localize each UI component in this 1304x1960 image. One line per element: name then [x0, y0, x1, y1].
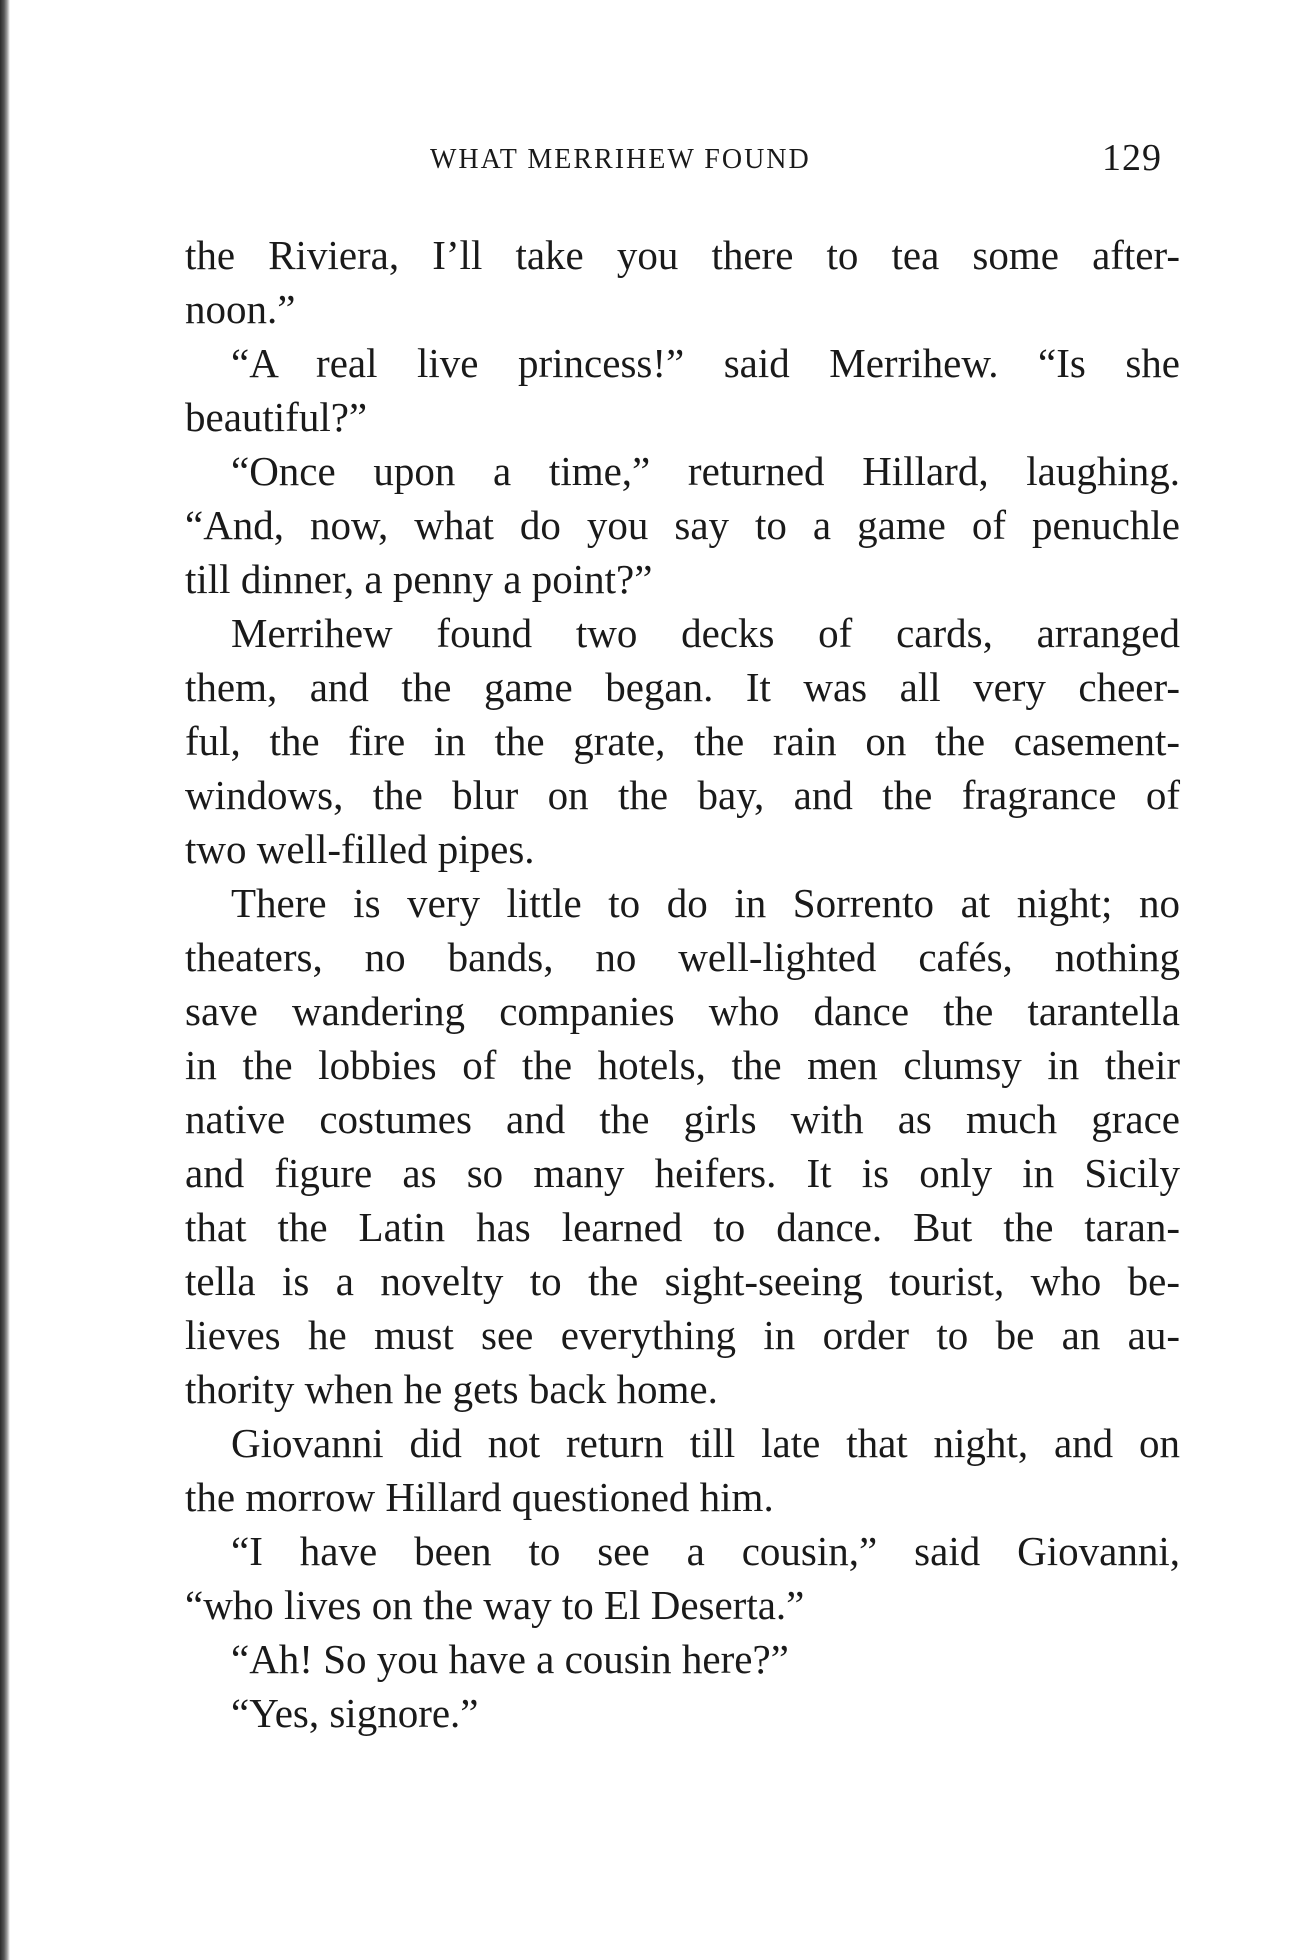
text-line: Giovanni did not return till late that night, and on [231, 1420, 1180, 1466]
text-line: tella is a novelty to the sight-seeing tourist, who be- [185, 1258, 1180, 1304]
text-line: ful, the fire in the grate, the rain on the casement- [185, 718, 1180, 764]
text-line: Merrihew found two decks of cards, arranged [231, 610, 1180, 656]
text-line: two well-filled pipes. [185, 826, 535, 872]
text-line: the Riviera, I’ll take you there to tea some after- [185, 232, 1180, 278]
running-title: WHAT MERRIHEW FOUND [430, 144, 811, 175]
text-line: “Once upon a time,” returned Hillard, laughing. [231, 448, 1180, 494]
text-line: noon.” [185, 286, 296, 332]
text-line: till dinner, a penny a point?” [185, 556, 653, 602]
text-line: save wandering companies who dance the tarantella [185, 988, 1180, 1034]
text-line: windows, the blur on the bay, and the fragrance of [185, 772, 1180, 818]
text-line: “Yes, signore.” [231, 1690, 479, 1736]
text-line: “I have been to see a cousin,” said Giovanni, [231, 1528, 1180, 1574]
text-line: and figure as so many heifers. It is only in Sicily [185, 1150, 1180, 1196]
page-number: 129 [1102, 137, 1162, 179]
text-line: them, and the game began. It was all very cheer- [185, 664, 1180, 710]
text-line: beautiful?” [185, 394, 368, 440]
text-line: that the Latin has learned to dance. But the taran- [185, 1204, 1180, 1250]
text-line: There is very little to do in Sorrento at night; no [231, 880, 1180, 926]
text-line: the morrow Hillard questioned him. [185, 1474, 774, 1520]
text-line: in the lobbies of the hotels, the men clumsy in their [185, 1042, 1180, 1088]
text-line: native costumes and the girls with as much grace [185, 1096, 1180, 1142]
text-line: lieves he must see everything in order to be an au- [185, 1312, 1180, 1358]
text-line: “A real live princess!” said Merrihew. “Is she [231, 340, 1180, 386]
text-line: “Ah! So you have a cousin here?” [231, 1636, 789, 1682]
text-line: thority when he gets back home. [185, 1366, 718, 1412]
text-line: theaters, no bands, no well-lighted cafés, nothing [185, 934, 1180, 980]
body-text [185, 228, 1180, 1740]
text-line: “And, now, what do you say to a game of penuchle [185, 502, 1180, 548]
running-header [185, 137, 1180, 184]
text-line: “who lives on the way to El Deserta.” [185, 1582, 805, 1628]
